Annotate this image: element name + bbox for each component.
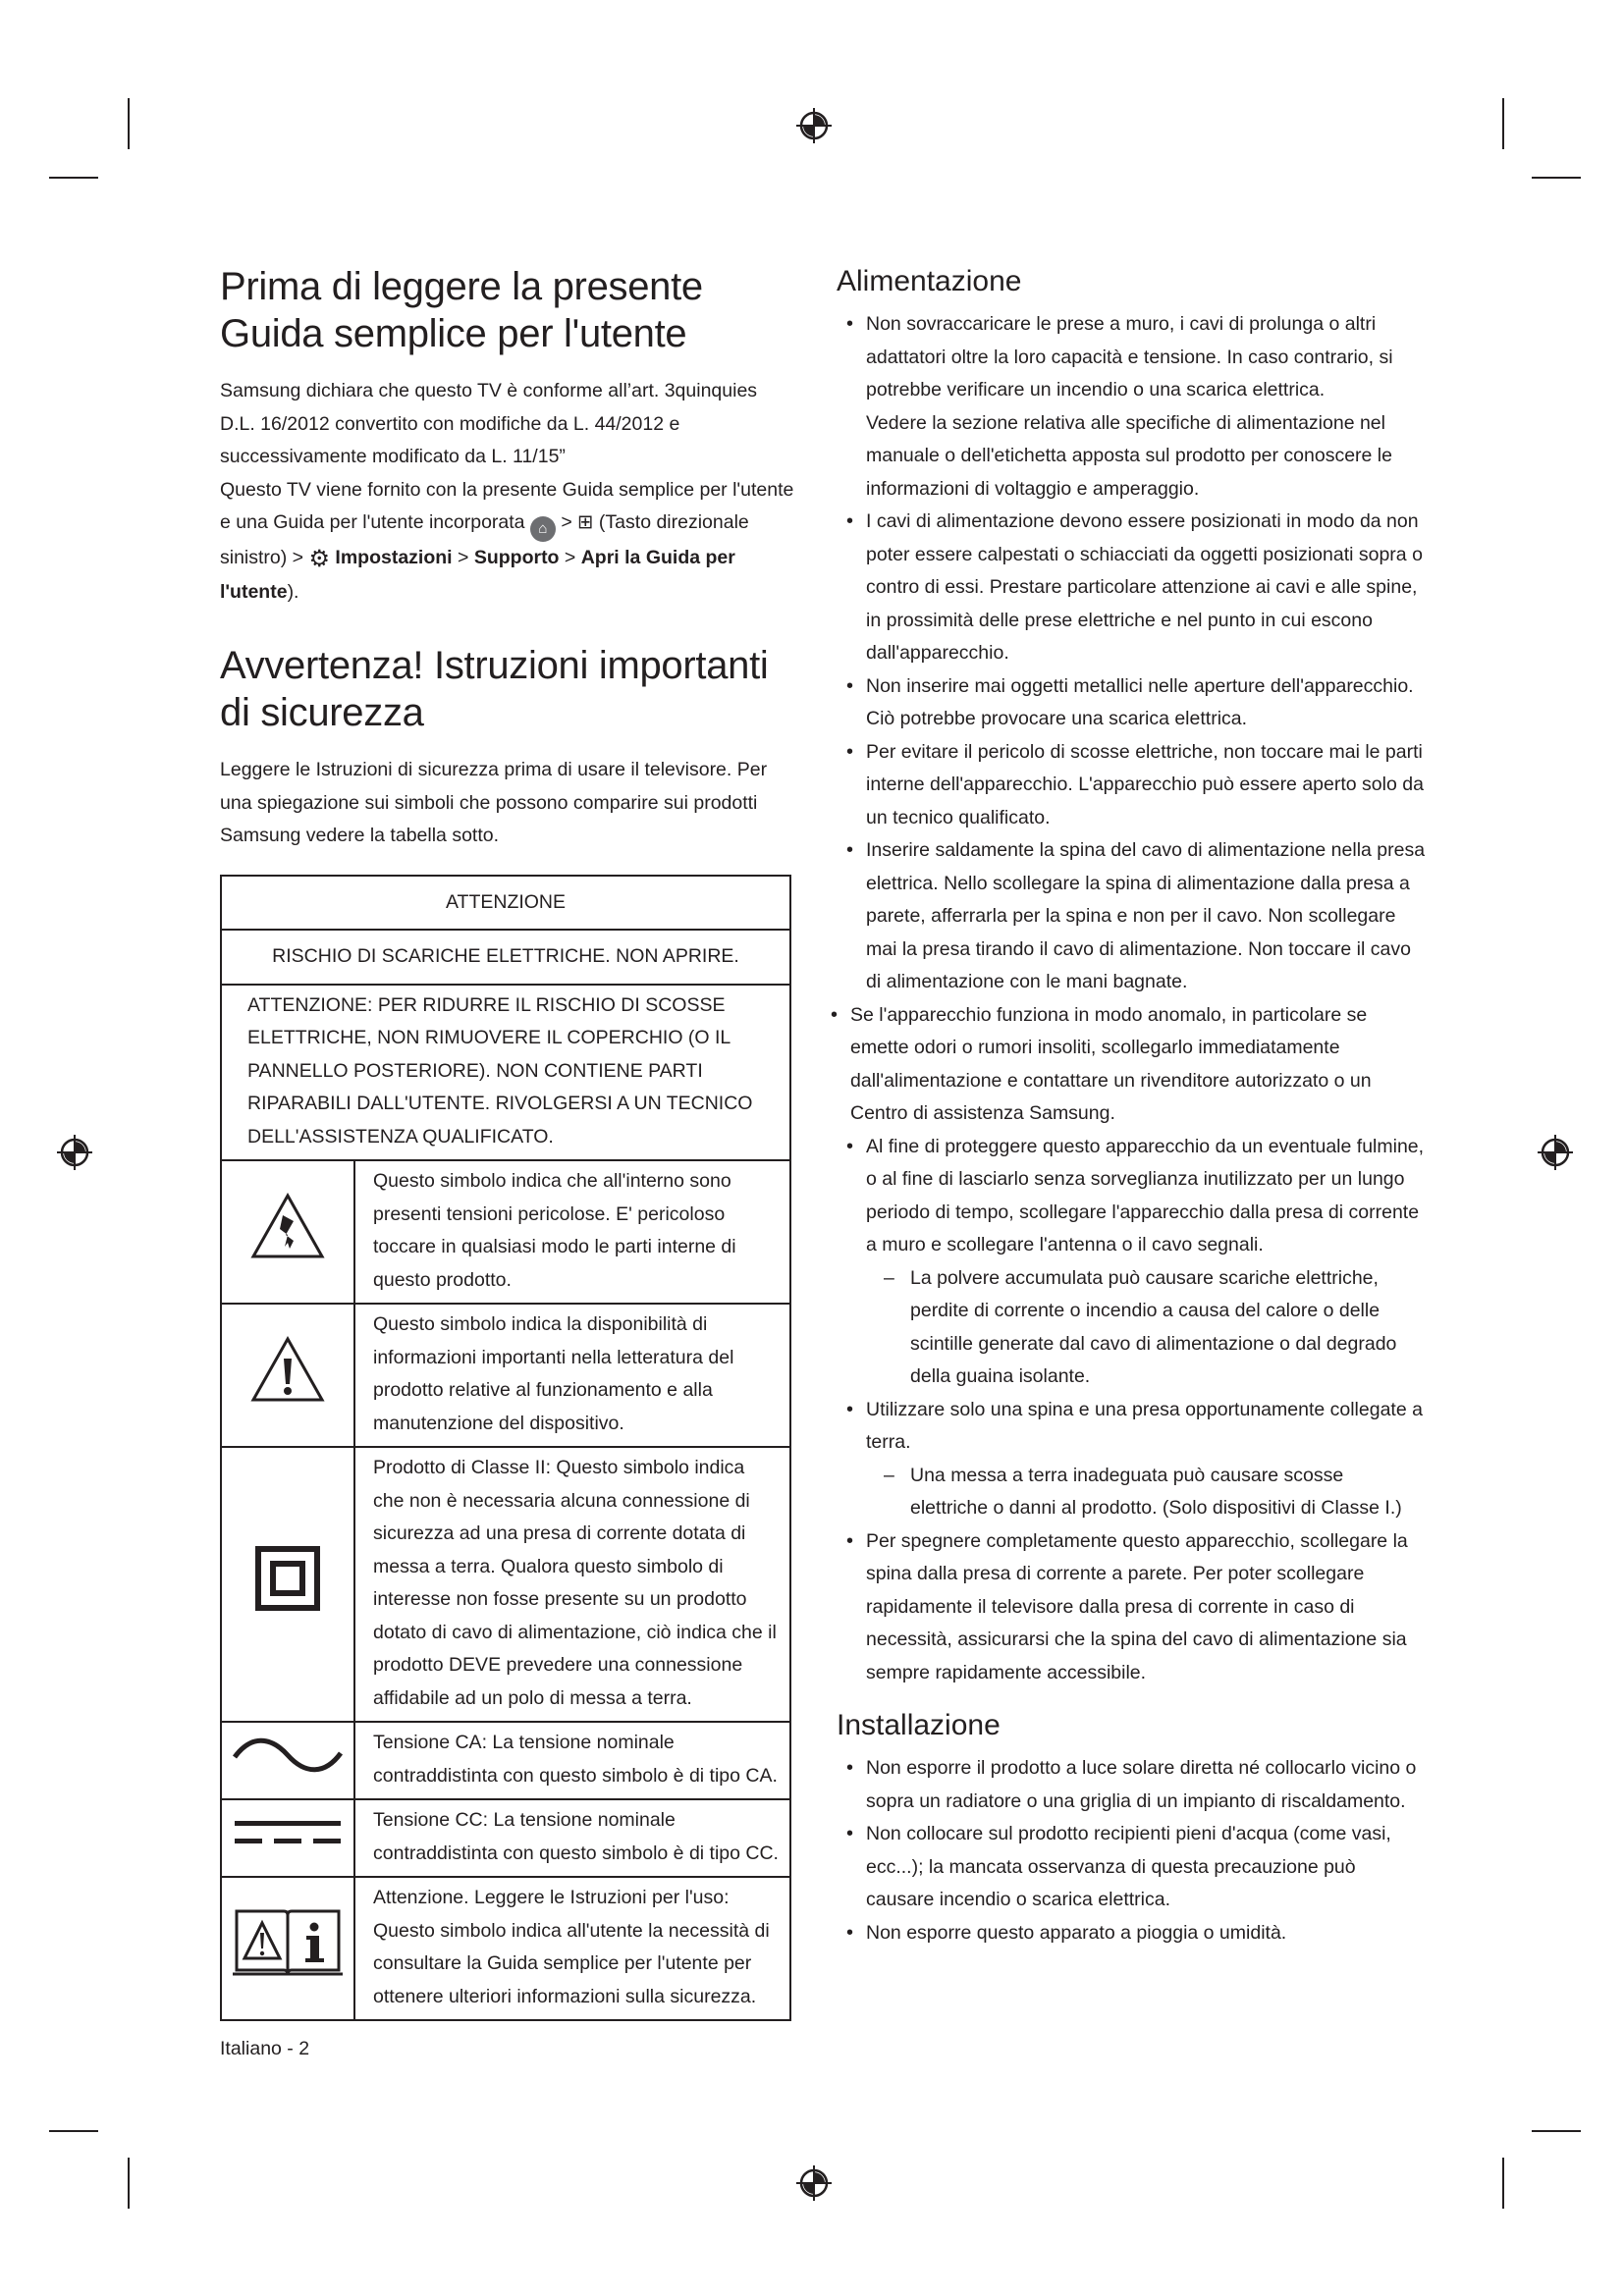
crop-mark	[1532, 177, 1581, 179]
symbol-description: Questo simbolo indica che all'interno sono presenti tensioni pericolose. E' pericoloso toccare in qualsiasi modo le parti interne di questo prodotto.	[354, 1160, 790, 1304]
table-row	[221, 1160, 790, 1304]
list-item-text: Al fine di proteggere questo apparecchio da un eventuale fulmine, o al fine di lasciarlo senza sorveglianza inutilizzato per un lungo periodo di tempo, scollegare l'apparecchio dalla presa di corrente a muro e scollegare l'antenna o il cavo segnali.	[866, 1135, 1425, 1255]
class-ii-double-square-icon	[253, 1544, 322, 1613]
intro-section	[220, 375, 797, 609]
power-list	[837, 308, 1426, 1689]
list-item: • Non collocare sul prodotto recipienti pieni d'acqua (come vasi, ecc...); la mancata osservanza di questa precauzione può causare incendio o scarica elettrica.	[837, 1818, 1426, 1917]
install-list	[837, 1752, 1426, 1949]
list-item: • Non inserire mai oggetti metallici nelle aperture dell'apparecchio. Ciò potrebbe provocare una scarica elettrica.	[837, 670, 1426, 736]
symbol-description: Attenzione. Leggere le Istruzioni per l'uso: Questo simbolo indica all'utente la necessità di consultare la Guida semplice per l'utente per ottenere ulteriori informazioni sulla sicurezza.	[354, 1877, 790, 2020]
menu-item-open-guide: Apri la Guida per l'utente	[220, 547, 735, 603]
registration-mark-icon	[1536, 1133, 1575, 1172]
list-item	[837, 1394, 1426, 1525]
ac-wave-icon	[231, 1734, 345, 1777]
exclamation-triangle-icon	[250, 1335, 325, 1404]
menu-separator: >	[555, 511, 578, 533]
table-header-risk: RISCHIO DI SCARICHE ELETTRICHE. NON APRIRE.	[221, 930, 790, 985]
list-item: • Inserire saldamente la spina del cavo di alimentazione nella presa elettrica. Nello scollegare la spina di alimentazione dalla presa a parete, afferrarla per la spina e non per il cavo. Non scollegare mai la presa tirando il cavo di alimentazione. Non toccare il cavo di alimentazione con le mani bagnate.	[837, 834, 1426, 999]
symbol-description: Prodotto di Classe II: Questo simbolo indica che non è necessaria alcuna connessione di sicurezza ad una presa di corrente dotata di messa a terra. Qualora questo simbolo di interesse non fosse presente su un prodotto dotato di cavo di alimentazione, ciò indica che il prodotto DEVE prevedere una connessione affidabile ad un polo di messa a terra.	[354, 1447, 790, 1722]
symbol-cell	[221, 1877, 354, 2020]
symbol-description: Questo simbolo indica la disponibilità di informazioni importanti nella letteratura del prodotto relative al funzionamento e alla manutenzione del dispositivo.	[354, 1304, 790, 1447]
registration-mark-icon	[794, 2163, 834, 2203]
crop-mark	[128, 98, 130, 149]
safety-intro: Leggere le Istruzioni di sicurezza prima di usare il televisore. Per una spiegazione sui simboli che possono comparire sui prodotti Samsung vedere la tabella sotto.	[220, 759, 768, 846]
directional-pad-icon: ⊞	[577, 511, 594, 533]
list-item	[837, 308, 1426, 506]
symbol-cell	[221, 1160, 354, 1304]
sub-note: – La polvere accumulata può causare scariche elettriche, perdite di corrente o incendio a causa del calore o delle scintille generate dal cavo di alimentazione o dal degrado della guaina isolante.	[884, 1262, 1426, 1394]
list-item-text: Vedere la sezione relativa alle specifiche di alimentazione nel manuale o dell'etichetta apposta sul prodotto per conoscere le informazioni di voltaggio e amperaggio.	[866, 411, 1392, 500]
guide-text: ).	[287, 580, 299, 603]
list-item-text: Non sovraccaricare le prese a muro, i cavi di prolunga o altri adattatori oltre la loro capacità e tensione. In caso contrario, si potrebbe verificare un incendio o una scarica elettrica.	[866, 313, 1393, 400]
safety-title: Avvertenza! Istruzioni importanti di sicurezza	[220, 644, 769, 734]
list-item: • Non esporre il prodotto a luce solare diretta né collocarlo vicino o sopra un radiatore o una griglia di un impianto di riscaldamento.	[837, 1752, 1426, 1818]
page-number: Italiano - 2	[220, 2038, 310, 2059]
home-icon: ⌂	[530, 516, 556, 542]
page-title: Prima di leggere la presente Guida semplice per l'utente	[220, 265, 703, 355]
table-row	[221, 1799, 790, 1877]
section-title-power: Alimentazione	[837, 265, 1022, 297]
dc-lines-icon	[231, 1811, 345, 1854]
list-item: • Se l'apparecchio funziona in modo anomalo, in particolare se emette odori o rumori insoliti, scollegarlo immediatamente dall'alimentazione e contattare un rivenditore autorizzato o un Centro di assistenza Samsung.	[821, 999, 1426, 1131]
left-column	[220, 263, 797, 2021]
guide-text: (Tasto direzionale sinistro) >	[220, 511, 749, 568]
crop-mark	[1532, 2130, 1581, 2132]
menu-item-support: Supporto	[473, 547, 560, 568]
symbol-cell	[221, 1799, 354, 1877]
list-item: • Non esporre questo apparato a pioggia o umidità.	[837, 1917, 1426, 1950]
guide-paragraph	[220, 474, 797, 610]
safety-symbols-table	[220, 875, 791, 2022]
right-column	[837, 263, 1426, 1949]
lightning-triangle-icon	[250, 1192, 325, 1260]
list-item	[837, 1131, 1426, 1394]
registration-mark-icon	[794, 106, 834, 145]
guide-text: Questo TV viene fornito con la presente Guida semplice per l'utente e una Guida per l'utente incorporata	[220, 478, 794, 533]
table-header-attention: ATTENZIONE	[221, 876, 790, 931]
menu-separator: >	[559, 547, 581, 568]
table-row	[221, 1447, 790, 1722]
sub-note: – Una messa a terra inadeguata può causare scosse elettriche o danni al prodotto. (Solo dispositivi di Classe I.)	[884, 1460, 1426, 1525]
symbol-description: Tensione CA: La tensione nominale contraddistinta con questo simbolo è di tipo CA.	[354, 1722, 790, 1799]
menu-separator: >	[452, 547, 474, 568]
symbol-cell	[221, 1722, 354, 1799]
table-row	[221, 1877, 790, 2020]
read-instructions-book-icon	[231, 1903, 345, 1982]
menu-item-settings: Impostazioni	[335, 547, 453, 568]
crop-mark	[49, 177, 98, 179]
table-row	[221, 1722, 790, 1799]
registration-mark-icon	[55, 1133, 94, 1172]
gear-icon: ⚙	[308, 546, 330, 572]
crop-mark	[49, 2130, 98, 2132]
symbol-description: Tensione CC: La tensione nominale contraddistinta con questo simbolo è di tipo CC.	[354, 1799, 790, 1877]
section-title-install: Installazione	[837, 1709, 1001, 1741]
table-notice: ATTENZIONE: PER RIDURRE IL RISCHIO DI SCOSSE ELETTRICHE, NON RIMUOVERE IL COPERCHIO (O IL PANNELLO POSTERIORE). NON CONTIENE PARTI RIPARABILI DALL'UTENTE. RIVOLGERSI A UN TECNICO DELL'ASSISTENZA QUALIFICATO.	[221, 985, 790, 1161]
crop-mark	[128, 2158, 130, 2209]
list-item: • Per spegnere completamente questo apparecchio, scollegare la spina dalla presa di corrente a parete. Per poter scollegare rapidamente il televisore dalla presa di corrente in caso di necessità, assicurarsi che la spina del cavo di alimentazione sia sempre rapidamente accessibile.	[837, 1525, 1426, 1690]
symbol-cell	[221, 1447, 354, 1722]
list-item-text: Utilizzare solo una spina e una presa opportunamente collegate a terra.	[866, 1398, 1423, 1453]
conformity-statement: Samsung dichiara che questo TV è conforme all’art. 3quinquies D.L. 16/2012 convertito con modifiche da L. 44/2012 e successivamente modificato da L. 11/15”	[220, 380, 758, 467]
list-item: • Per evitare il pericolo di scosse elettriche, non toccare mai le parti interne dell'apparecchio. L'apparecchio può essere aperto solo da un tecnico qualificato.	[837, 736, 1426, 835]
crop-mark	[1502, 98, 1504, 149]
table-row	[221, 1304, 790, 1447]
crop-mark	[1502, 2158, 1504, 2209]
symbol-cell	[221, 1304, 354, 1447]
list-item: • I cavi di alimentazione devono essere posizionati in modo da non poter essere calpestati o schiacciati da oggetti posizionati sopra o contro di essi. Prestare particolare attenzione ai cavi e alle spine, in prossimità delle prese elettriche e nel punto in cui escono dall'apparecchio.	[837, 506, 1426, 670]
